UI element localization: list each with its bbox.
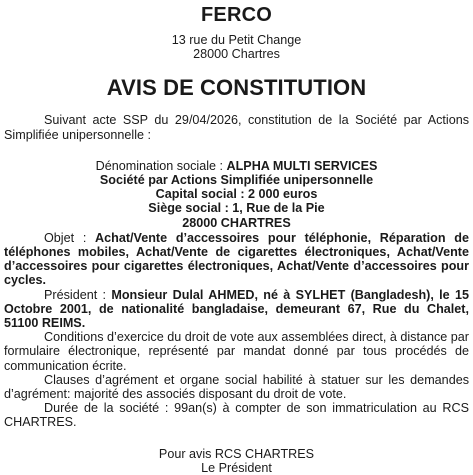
president-value: Monsieur Dulal AHMED, né à SYLHET (Bangladesh), le 15 Octobre 2001, de nationalité bangladaise, demeurant 67, Rue du Chalet, 51100 REIMS. [4, 287, 470, 331]
legal-notice [0, 4, 473, 475]
address-city: 28000 Chartres [193, 47, 280, 62]
president-label: Président : [44, 287, 112, 302]
denomination-value: ALPHA MULTI SERVICES [226, 158, 378, 173]
share-capital: Capital social : 2 000 euros [155, 187, 318, 202]
signoff-registry: Pour avis RCS CHARTRES [158, 446, 315, 461]
approval-clauses-paragraph: Clauses d’agrément et organe social habilité à statuer sur les demandes d’agrément: majorité des associés disposant du droit de vote. [4, 372, 469, 402]
denomination-label: Dénomination sociale : [95, 158, 227, 173]
registered-office: Siège social : 1, Rue de la Pie [148, 201, 325, 216]
legal-form: Société par Actions Simplifiée unipersonnelle [99, 173, 374, 188]
company-details [4, 159, 469, 230]
objet-value: Achat/Vente d’accessoires pour téléphonie, Réparation de téléphones mobiles, Achat/Vente de cigarettes électroniques, Achat/Vente d’accessoires pour cigarettes électroniques, Achat/Vente d’accessoires pour cycles. [4, 230, 469, 288]
registered-office-city: 28000 CHARTRES [182, 215, 291, 230]
signoff-signatory: Le Président [201, 460, 272, 475]
objet-paragraph [4, 231, 469, 288]
notice-body [4, 231, 469, 430]
objet-label: Objet : [44, 230, 96, 245]
company-name: FERCO [201, 4, 272, 26]
company-address [4, 33, 469, 61]
vote-conditions-paragraph: Conditions d’exercice du droit de vote aux assemblées direct, à distance par formulaire électronique, représenté par mandat donné par tous procédés de communication écrite. [4, 330, 469, 373]
duration-paragraph: Durée de la société : 99an(s) à compter de son immatriculation au RCS CHARTRES. [4, 401, 469, 430]
address-street: 13 rue du Petit Change [171, 33, 302, 47]
intro-paragraph: Suivant acte SSP du 29/04/2026, constitution de la Société par Actions Simplifiée unipersonnelle : [4, 113, 469, 142]
notice-title: AVIS DE CONSTITUTION [106, 75, 367, 101]
denomination-line [4, 159, 469, 173]
president-paragraph [4, 288, 469, 331]
signoff [4, 447, 469, 475]
